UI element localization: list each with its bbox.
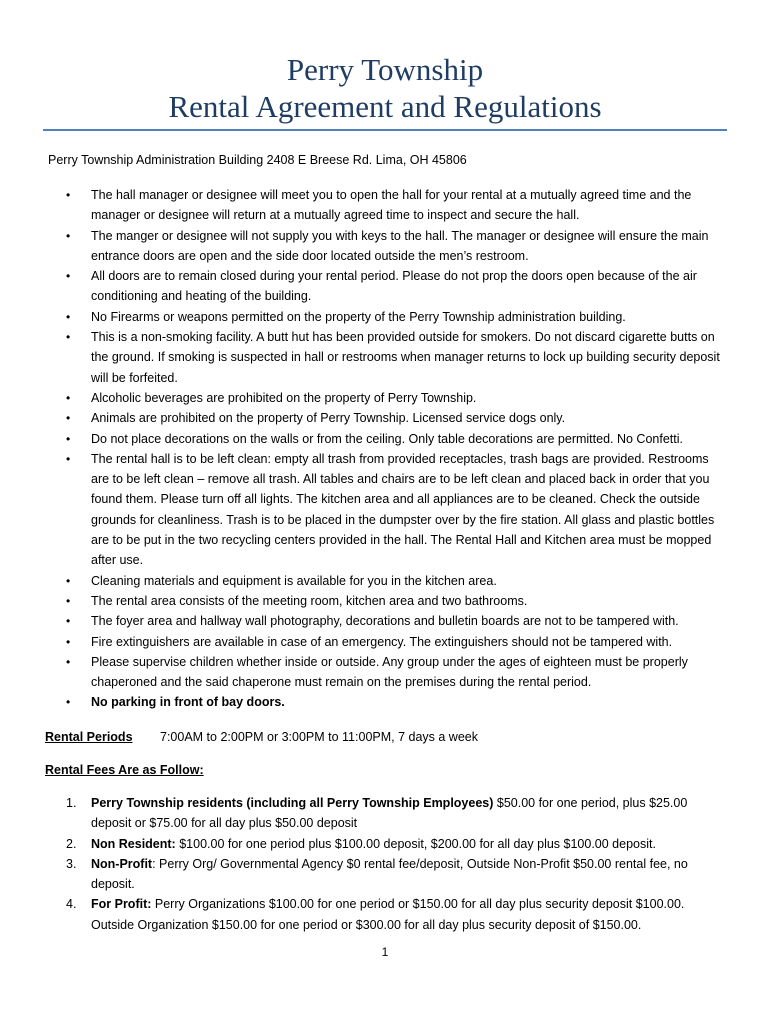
bullet-icon: •	[66, 188, 71, 202]
fee-number: 2.	[66, 836, 77, 851]
rule-text: The hall manager or designee will meet you to open the hall for your rental at a mutually agreed time and the manager or designee will return at a mutually agreed time to inspect and secure the hall.	[91, 188, 692, 223]
rule-item	[0, 327, 770, 388]
rule-item	[0, 226, 770, 267]
rule-item	[0, 611, 770, 631]
rule-text: All doors are to remain closed during your rental period. Please do not prop the doors open because of the air conditioning and heating of the building.	[91, 269, 697, 304]
fee-number: 4.	[66, 897, 77, 912]
fee-item	[0, 834, 770, 854]
fee-item	[0, 894, 770, 935]
rule-item	[0, 632, 770, 652]
rule-text: This is a non-smoking facility. A butt hut has been provided outside for smokers. Do not discard cigarette butts on the ground. If smoking is suspected in hall or restrooms when manager returns to lock up building security deposit will be forfeited.	[91, 330, 720, 385]
fee-text: $100.00 for one period plus $100.00 deposit, $200.00 for all day plus $100.00 deposit.	[175, 836, 656, 851]
building-address: Perry Township Administration Building 2408 E Breese Rd. Lima, OH 45806	[48, 153, 467, 167]
bullet-icon: •	[66, 451, 71, 466]
rule-item	[0, 449, 770, 571]
rule-text: Cleaning materials and equipment is available for you in the kitchen area.	[91, 573, 497, 588]
rule-item	[0, 591, 770, 611]
bullet-icon: •	[66, 593, 71, 608]
bullet-icon: •	[66, 431, 71, 446]
rules-list	[0, 185, 770, 713]
bullet-icon: •	[66, 573, 71, 588]
bullet-icon: •	[66, 695, 71, 710]
fee-heading: Non Resident:	[91, 836, 176, 851]
rule-item	[0, 571, 770, 591]
fee-text: : Perry Org/ Governmental Agency $0 rental fee/deposit, Outside Non-Profit $50.00 rental fee, no deposit.	[91, 856, 688, 892]
rule-text: Animals are prohibited on the property of Perry Township. Licensed service dogs only.	[91, 411, 566, 426]
rental-periods-value: 7:00AM to 2:00PM or 3:00PM to 11:00PM, 7 days a week	[160, 730, 478, 744]
rule-text: Fire extinguishers are available in case of an emergency. The extinguishers should not be tampered with.	[91, 634, 673, 649]
rule-text: Alcoholic beverages are prohibited on the property of Perry Township.	[91, 390, 477, 405]
bullet-icon: •	[66, 634, 71, 649]
fee-text: $50.00 for one period, plus $25.00 deposit or $75.00 for all day plus $50.00 deposit	[91, 796, 688, 831]
fee-heading: Non-Profit	[91, 856, 153, 871]
bullet-icon: •	[66, 330, 71, 345]
rule-text: Do not place decorations on the walls or from the ceiling. Only table decorations are permitted. No Confetti.	[91, 431, 683, 446]
rule-item	[0, 307, 770, 327]
rule-item	[0, 429, 770, 449]
page-number: 1	[381, 945, 389, 959]
title-divider	[43, 129, 727, 131]
rule-text: Please supervise children whether inside or outside. Any group under the ages of eighteen must be properly chaperoned and the said chaperone must remain on the premises during the rental period.	[91, 654, 688, 690]
rental-fees-list	[0, 793, 770, 935]
document-title-line1: Perry Township	[286, 52, 484, 87]
rule-item	[0, 185, 770, 226]
rule-text: No Firearms or weapons permitted on the property of the Perry Township administration building.	[91, 309, 626, 324]
fee-heading: Perry Township residents (including all Perry Township Employees)	[91, 796, 494, 810]
rule-item	[0, 652, 770, 693]
bullet-icon: •	[66, 269, 71, 284]
bullet-icon: •	[66, 390, 71, 405]
rule-text: The foyer area and hallway wall photography, decorations and bulletin boards are not to be tampered with.	[91, 614, 679, 629]
rule-item	[0, 388, 770, 408]
fee-number: 1.	[66, 796, 77, 810]
rule-item	[0, 692, 770, 712]
fee-item	[0, 854, 770, 895]
bullet-icon: •	[66, 228, 71, 243]
bullet-icon: •	[66, 309, 71, 324]
document-title-line2: Rental Agreement and Regulations	[168, 89, 602, 124]
bullet-icon: •	[66, 614, 71, 629]
rule-text: The rental area consists of the meeting room, kitchen area and two bathrooms.	[91, 593, 528, 608]
rule-item	[0, 266, 770, 307]
bullet-icon: •	[66, 654, 71, 669]
rule-text: The rental hall is to be left clean: empty all trash from provided receptacles, trash bags are provided. Restrooms are to be left clean – remove all trash. All tables and chairs are to be left clean and placed back in order that you found them. Please turn off all lights. The kitchen area and all appliances are to be cleaned. Check the outside grounds for cleanliness. Trash is to be placed in the dumpster over by the fire station. All glass and plastic bottles are to be put in the two recycling centers provided in the hall. The Rental Hall and Kitchen area must be mopped after use.	[91, 451, 715, 568]
rental-periods-label: Rental Periods	[45, 730, 133, 744]
fee-item	[0, 793, 770, 834]
rule-text: The manger or designee will not supply you with keys to the hall. The manager or designee will ensure the main entrance doors are open and the side door located outside the men’s restroom.	[91, 228, 709, 263]
fee-number: 3.	[66, 856, 77, 871]
rule-text: No parking in front of bay doors.	[91, 695, 285, 710]
bullet-icon: •	[66, 411, 71, 426]
rental-fees-label: Rental Fees Are as Follow:	[45, 763, 204, 777]
rule-item	[0, 408, 770, 428]
fee-text: Perry Organizations $100.00 for one period or $150.00 for all day plus security deposit $100.00. Outside Organization $150.00 for one period or $300.00 for all day plus security deposit of $150.00.	[91, 897, 685, 932]
fee-heading: For Profit:	[91, 897, 152, 912]
